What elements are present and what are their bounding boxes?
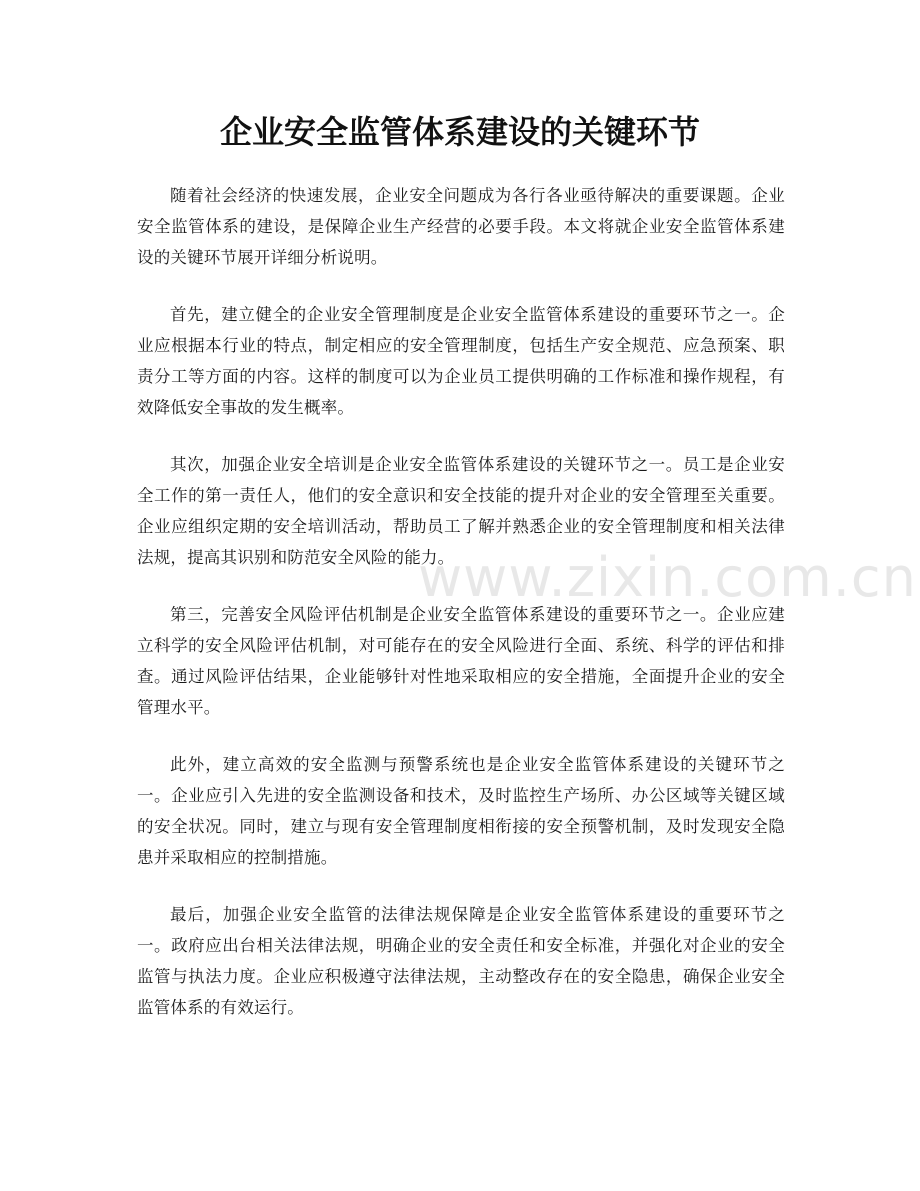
paragraph-safety-training: 其次，加强企业安全培训是企业安全监管体系建设的关键环节之一。员工是企业安全工作的第一责任人，他们的安全意识和安全技能的提升对企业的安全管理至关重要。企业应组织定期的安全培训活动，帮助员工了解并熟悉企业的安全管理制度和相关法律法规，提高其识别和防范安全风险的能力。	[137, 455, 785, 567]
document-body	[137, 180, 785, 1049]
paragraph-intro: 随着社会经济的快速发展，企业安全问题成为各行各业亟待解决的重要课题。企业安全监管体系的建设，是保障企业生产经营的必要手段。本文将就企业安全监管体系建设的关键环节展开详细分析说明。	[137, 186, 785, 267]
document-title: 企业安全监管体系建设的关键环节	[219, 113, 700, 151]
watermark-text: www.zixin.com.cn	[418, 546, 917, 609]
paragraph-risk-assessment: 第三，完善安全风险评估机制是企业安全监管体系建设的重要环节之一。企业应建立科学的安全风险评估机制，对可能存在的安全风险进行全面、系统、科学的评估和排查。通过风险评估结果，企业能够针对性地采取相应的安全措施，全面提升企业的安全管理水平。	[137, 605, 785, 717]
paragraph-monitoring-warning: 此外，建立高效的安全监测与预警系统也是企业安全监管体系建设的关键环节之一。企业应引入先进的安全监测设备和技术，及时监控生产场所、办公区域等关键区域的安全状况。同时，建立与现有安全管理制度相衔接的安全预警机制，及时发现安全隐患并采取相应的控制措施。	[137, 755, 785, 867]
paragraph-management-system: 首先，建立健全的企业安全管理制度是企业安全监管体系建设的重要环节之一。企业应根据本行业的特点，制定相应的安全管理制度，包括生产安全规范、应急预案、职责分工等方面的内容。这样的制度可以为企业员工提供明确的工作标准和操作规程，有效降低安全事故的发生概率。	[137, 305, 785, 417]
paragraph-legal-guarantee: 最后，加强企业安全监管的法律法规保障是企业安全监管体系建设的重要环节之一。政府应出台相关法律法规，明确企业的安全责任和安全标准，并强化对企业的安全监管与执法力度。企业应积极遵守法律法规，主动整改存在的安全隐患，确保企业安全监管体系的有效运行。	[137, 905, 785, 1017]
